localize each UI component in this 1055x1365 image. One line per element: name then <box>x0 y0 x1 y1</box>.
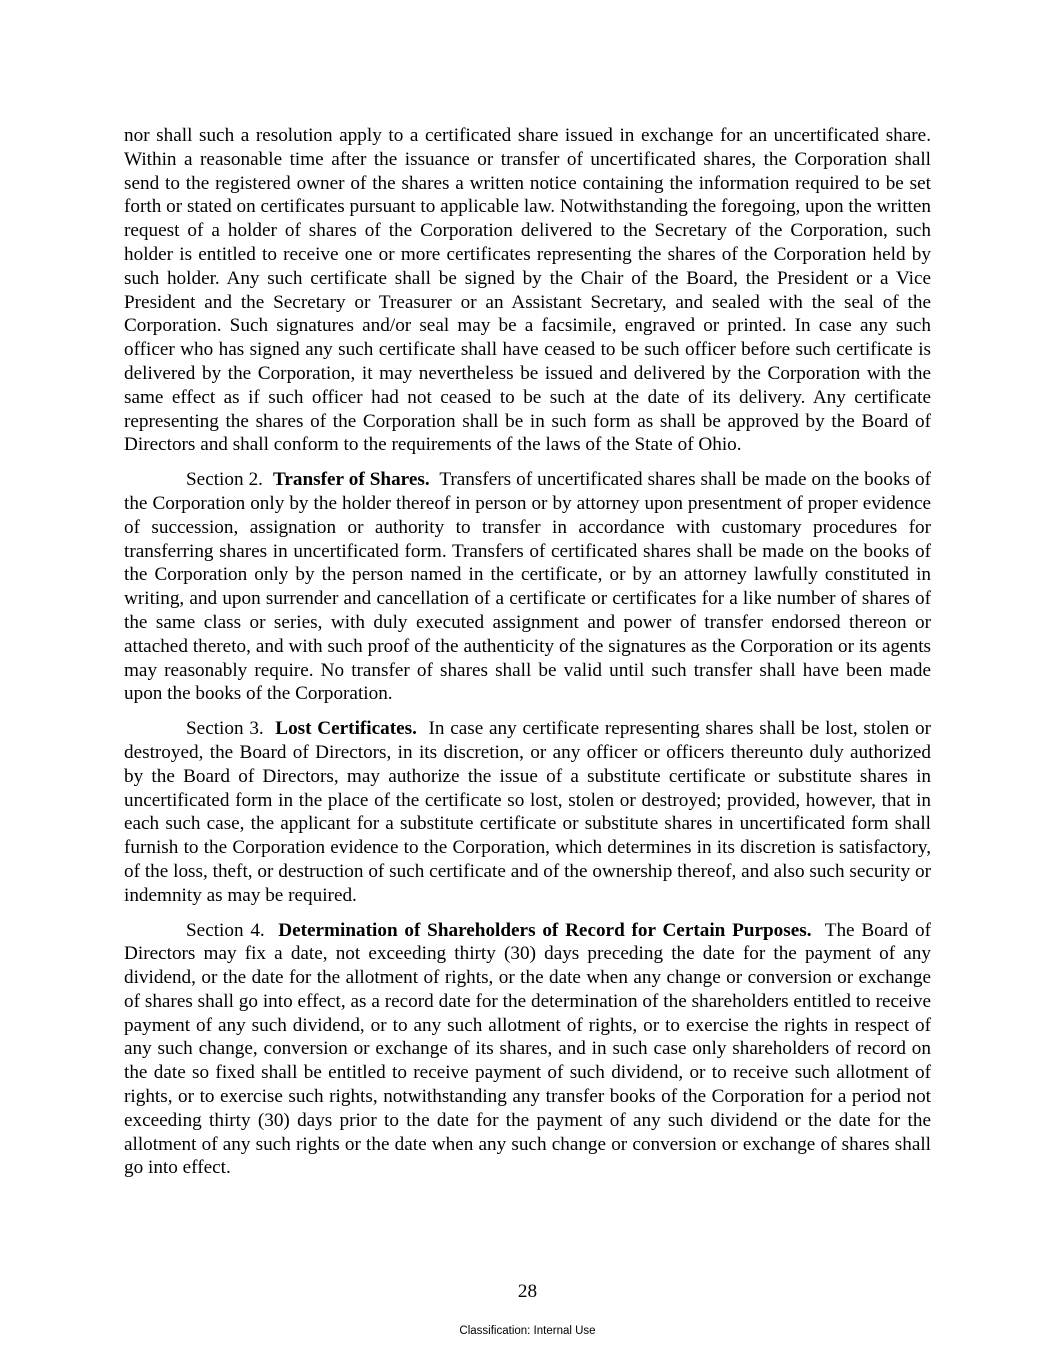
section-3-body: In case any certificate representing shares shall be lost, stolen or destroyed, the Board of Directors, in its discretion, or any officer or officers thereunto duly authorized by the Board of Directors, may authorize the issue of a substitute certificate or substitute shares in uncertificated form in the place of the certificate so lost, stolen or destroyed; provided, however, that in each such case, the applicant for a substitute certificate or substitute shares in uncertificated form shall furnish to the Corporation evidence to the Corporation, which determines in its discretion is satisfactory, of the loss, theft, or destruction of such certificate and of the ownership thereof, and also such security or indemnity as may be required. <box>124 718 932 906</box>
section-3-paragraph <box>124 717 931 907</box>
classification-label: Classification: Internal Use <box>459 1325 596 1337</box>
section-2-body: Transfers of uncertificated shares shall be made on the books of the Corporation only by the holder thereof in person or by attorney upon presentment of proper evidence of succession, assignation or authority to transfer in accordance with customary procedures for transferring shares in uncertificated form. Transfers of certificated shares shall be made on the books of the Corporation only by the person named in the certificate, or by an attorney lawfully constituted in writing, and upon surrender and cancellation of a certificate or certificates for a like number of shares of the same class or series, with duly executed assignment and power of transfer endorsed thereon or attached thereto, and with such proof of the authenticity of the signatures as the Corporation or its agents may reasonably require. No transfer of shares shall be valid until such transfer shall have been made upon the books of the Corporation. <box>124 469 932 705</box>
document-body <box>124 124 931 1191</box>
page-number: 28 <box>517 1281 538 1302</box>
section-2-label: Section 2. <box>186 469 263 491</box>
section-4-body: The Board of Directors may fix a date, not exceeding thirty (30) days preceding the date for the payment of any dividend, or the date for the allotment of rights, or the date when any change or conversion or exchange of shares shall go into effect, as a record date for the determination of the shareholders entitled to receive payment of any such dividend, or to any such allotment of rights, or to exercise the rights in respect of any such change, conversion or exchange of its shares, and in such case only shareholders of record on the date so fixed shall be entitled to receive payment of such dividend, or to receive such allotment of rights, or to exercise such rights, notwithstanding any transfer books of the Corporation for a period not exceeding thirty (30) days prior to the date for the payment of any such dividend or the date for the allotment of any such rights or the date when any such change or conversion or exchange of shares shall go into effect. <box>124 919 931 1179</box>
section-2-paragraph <box>124 468 931 706</box>
section-3-label: Section 3. <box>186 718 264 740</box>
section-4-label: Section 4. <box>186 919 265 941</box>
continuation-paragraph: nor shall such a resolution apply to a certificated share issued in exchange for an uncertificated share. Within a reasonable time after the issuance or transfer of uncertificated shares, the Corporation shall send to the registered owner of the shares a written notice containing the information required to be set forth or stated on certificates pursuant to applicable law. Notwithstanding the foregoing, upon the written request of a holder of shares of the Corporation delivered to the Secretary of the Corporation, such holder is entitled to receive one or more certificates representing the shares of the Corporation held by such holder. Any such certificate shall be signed by the Chair of the Board, the President or a Vice President and the Secretary or Treasurer or an Assistant Secretary, and sealed with the seal of the Corporation. Such signatures and/or seal may be a facsimile, engraved or printed. In case any such officer who has signed any such certificate shall have ceased to be such officer before such certificate is delivered by the Corporation, it may nevertheless be issued and delivered by the Corporation with the same effect as if such officer had not ceased to be such at the date of its delivery. Any certificate representing the shares of the Corporation shall be in such form as shall be approved by the Board of Directors and shall conform to the requirements of the laws of the State of Ohio. <box>124 125 931 456</box>
section-4-heading: Determination of Shareholders of Record for Certain Purposes. <box>278 919 812 941</box>
section-2-heading: Transfer of Shares. <box>273 469 430 491</box>
section-4-paragraph <box>124 919 931 1181</box>
section-3-heading: Lost Certificates. <box>275 718 417 740</box>
